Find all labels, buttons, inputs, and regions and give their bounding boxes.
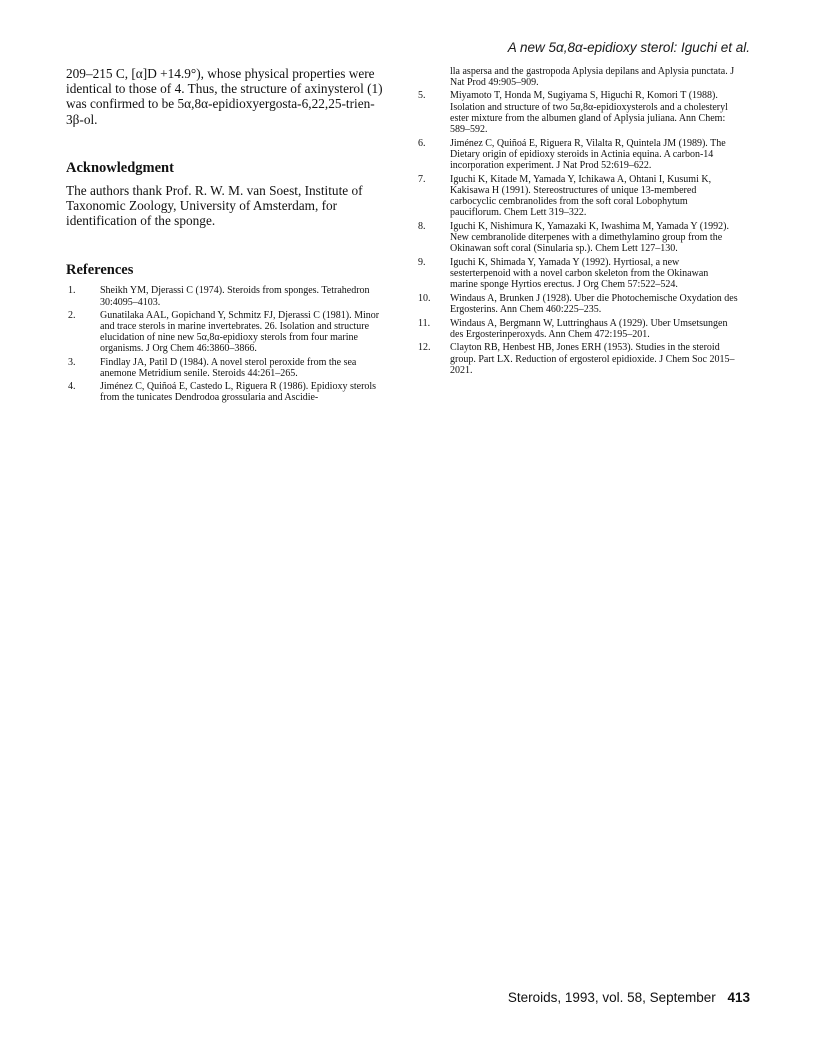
page-number: 413 (727, 990, 750, 1005)
reference-number: 5. (418, 90, 426, 102)
reference-number: 9. (418, 256, 426, 268)
reference-text: Sheikh YM, Djerassi C (1974). Steroids from sponges. Tetrahedron 30:4095–4103. (100, 285, 370, 308)
reference-text: Clayton RB, Henbest HB, Jones ERH (1953). Studies in the steroid group. Part LX. Reduction of ergosterol epidioxide. J Chem Soc 2015–2021. (450, 342, 735, 376)
reference-item (66, 285, 388, 307)
reference-item (416, 257, 738, 291)
acknowledgment-text: The authors thank Prof. R. W. M. van Soest, Institute of Taxonomic Zoology, University of Amsterdam, for identification of the sponge. (66, 182, 363, 229)
reference-item (416, 90, 738, 135)
reference-number: 3. (68, 356, 76, 368)
reference-text: Jiménez C, Quiñoá E, Riguera R, Vilalta R, Quintela JM (1989). The Dietary origin of epidioxy steroids in Actinia equina. A carbon-14 incorporation experiment. J Nat Prod 52:619–622. (450, 137, 726, 172)
reference-item (66, 310, 388, 355)
running-head: A new 5α,8α-epidioxy sterol: Iguchi et al. (507, 40, 750, 55)
reference-item (416, 293, 738, 315)
reference-item (416, 138, 738, 172)
reference-text: Gunatilaka AAL, Gopichand Y, Schmitz FJ, Djerassi C (1981). Minor and trace sterols in marine invertebrates. 26. Isolation and structure elucidation of nine new 5α,8α-epidioxy sterols from four marine organisms. J Org Chem 46:3860–3866. (100, 309, 380, 355)
reference-number: 2. (68, 309, 76, 321)
reference-number: 10. (418, 292, 431, 304)
reference-number: 1. (68, 285, 76, 297)
right-column (416, 66, 738, 378)
journal-citation: Steroids, 1993, vol. 58, September (507, 990, 716, 1005)
page-footer (508, 990, 750, 1005)
reference-item (416, 174, 738, 219)
reference-item (416, 221, 738, 255)
reference-number: 12. (418, 342, 431, 354)
reference-text: Iguchi K, Kitade M, Yamada Y, Ichikawa A, Ohtani I, Kusumi K, Kakisawa H (1991). Stereostructures of unique 13-membered carbocyclic cembranolides from the soft coral Lobophytum pauciflorum. Chem Lett 319–322. (450, 173, 712, 219)
acknowledgment-heading: Acknowledgment (66, 159, 174, 176)
reference-item (66, 381, 388, 403)
references-heading: References (66, 262, 134, 279)
reference-continuation: lla aspersa and the gastropoda Aplysia depilans and Aplysia punctata. J Nat Prod 49:905–909. (450, 66, 735, 89)
reference-number: 6. (418, 137, 426, 149)
reference-text: Windaus A, Brunken J (1928). Uber die Photochemische Oxydation des Ergosterins. Ann Chem 460:225–235. (450, 292, 738, 316)
reference-number: 11. (418, 317, 431, 329)
reference-item (416, 342, 738, 376)
reference-text: Iguchi K, Nishimura K, Yamazaki K, Iwashima M, Yamada Y (1992). New cembranolide diterpenes with a dimethylamino group from the Okinawan soft coral (Sinularia sp.). Chem Lett 127–130. (450, 220, 729, 255)
reference-text: Findlay JA, Patil D (1984). A novel sterol peroxide from the sea anemone Metridium senile. Steroids 44:261–265. (100, 356, 357, 379)
reference-number: 8. (418, 220, 426, 232)
reference-number: 7. (418, 173, 426, 185)
reference-item (416, 318, 738, 340)
reference-text: Jiménez C, Quiñoá E, Castedo L, Riguera R (1986). Epidioxy sterols from the tunicates Dendrodoa grossularia and Ascidie- (100, 381, 377, 404)
reference-item (66, 357, 388, 379)
reference-text: Iguchi K, Shimada Y, Yamada Y (1992). Hyrtiosal, a new sesterterpenoid with a novel carbon skeleton from the Okinawan marine sponge Hyrtios erectus. J Org Chem 57:522–524. (450, 256, 709, 291)
reference-list-left (66, 285, 388, 403)
left-column (66, 66, 388, 405)
body-paragraph: 209–215 C, [α]D +14.9°), whose physical properties were identical to those of 4. Thus, the structure of axinysterol (1) was confirmed to be 5α,8α-epidioxyergosta-6,22,25-trien-3β-ol. (66, 66, 383, 127)
reference-number: 4. (68, 381, 76, 393)
reference-text: Miyamoto T, Honda M, Sugiyama S, Higuchi R, Komori T (1988). Isolation and structure of two 5α,8α-epidioxysterols and a cholesteryl ester mixture from the albumen gland of Aplysia juliana. Ann Chem: 589–592. (450, 90, 728, 136)
reference-text: Windaus A, Bergmann W, Luttringhaus A (1929). Uber Umsetsungen des Ergosterinperoxyds. Ann Chem 472:195–201. (450, 317, 728, 340)
reference-list-right (416, 90, 738, 376)
